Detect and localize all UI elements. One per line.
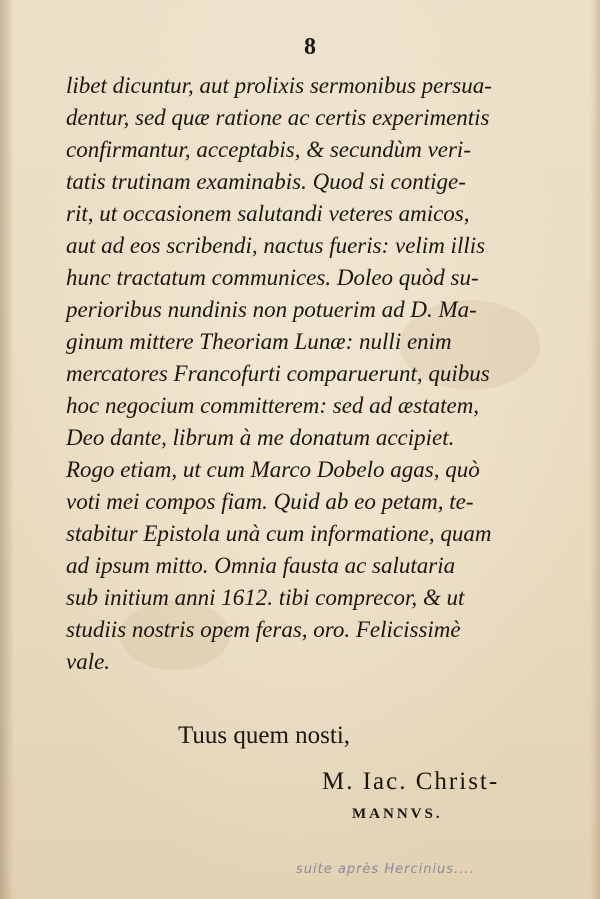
page-edge-shadow-left — [0, 0, 14, 899]
text-line: ginum mittere Theoriam Lunæ: nulli enim — [66, 329, 452, 354]
text-line: ad ipsum mitto. Omnia fausta ac salutaria — [66, 553, 456, 578]
text-line: confirmantur, acceptabis, & secundùm veri- — [66, 137, 471, 162]
text-line: aut ad eos scribendi, nactus fueris: velim illis — [66, 233, 486, 258]
text-line: mercatores Francofurti comparuerunt, quibus — [66, 361, 490, 386]
text-line: studiis nostris opem feras, oro. Felicissimè — [66, 617, 461, 642]
text-line: vale. — [66, 649, 111, 674]
handwritten-annotation: suite après Hercinius.... — [296, 862, 475, 877]
signature-name-continued: MANNVS. — [352, 806, 443, 822]
text-line: sub initium anni 1612. tibi comprecor, & ut — [66, 585, 465, 610]
page-edge-shadow-right — [590, 0, 600, 899]
text-line: Deo dante, librum à me donatum accipiet. — [66, 425, 455, 450]
page-number: 8 — [304, 34, 316, 60]
letter-body — [66, 70, 591, 678]
text-line: dentur, sed quæ ratione ac certis experimentis — [66, 105, 490, 130]
text-line: perioribus nundinis non potuerim ad D. Ma- — [66, 297, 477, 322]
text-line: Rogo etiam, ut cum Marco Dobelo agas, quò — [66, 457, 480, 482]
closing-salutation: Tuus quem nosti, — [178, 722, 351, 749]
text-line: hunc tractatum communices. Doleo quòd su- — [66, 265, 479, 290]
text-line: tatis trutinam examinabis. Quod si contige- — [66, 169, 466, 194]
signature-name: M. Iac. Christ- — [322, 768, 500, 795]
text-line: rit, ut occasionem salutandi veteres amicos, — [66, 201, 470, 226]
text-line: stabitur Epistola unà cum informatione, quam — [66, 521, 492, 546]
text-line: voti mei compos fiam. Quid ab eo petam, te- — [66, 489, 474, 514]
text-line: libet dicuntur, aut prolixis sermonibus persua- — [66, 73, 492, 98]
text-line: hoc negocium committerem: sed ad æstatem, — [66, 393, 480, 418]
